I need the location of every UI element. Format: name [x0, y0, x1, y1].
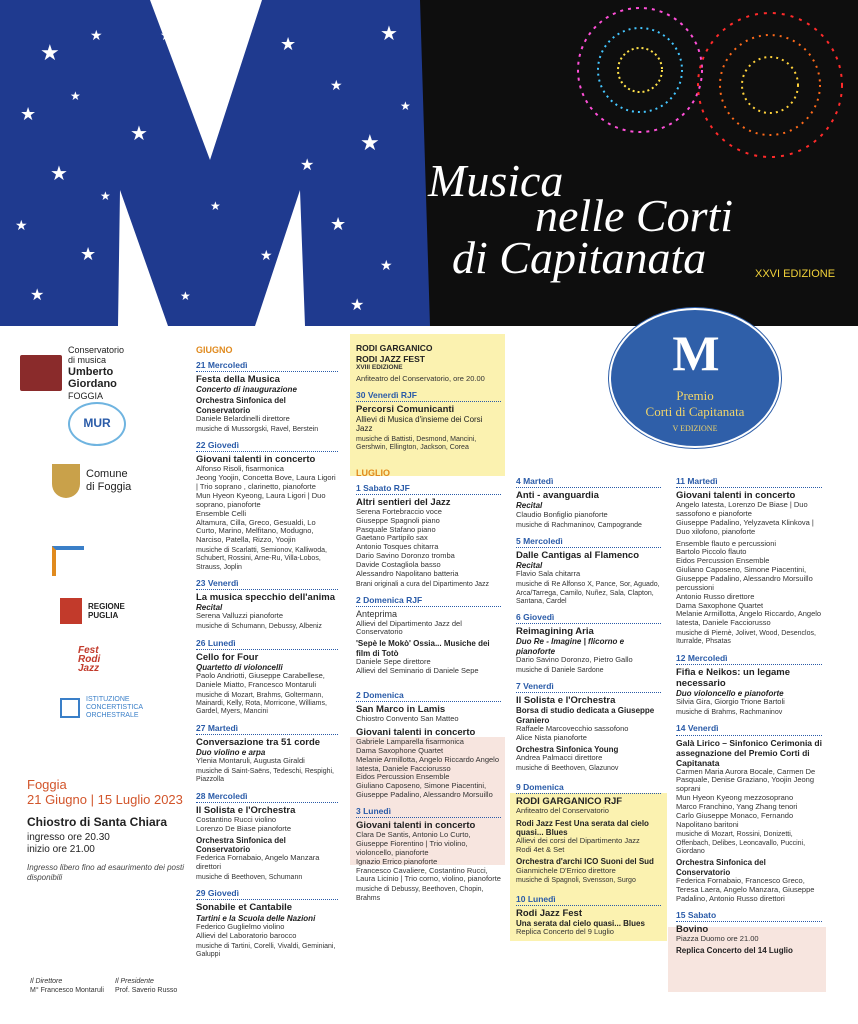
free-entry-note: Ingresso libero fino ad esaurimento dei posti disponibili: [27, 863, 184, 882]
event-item: 4 Martedì Anti - avanguardia Recital Claudio Bonfiglio pianoforte musiche di Rachmaninov, Campogrande: [516, 476, 661, 530]
event-item: 5 Mercoledì Dalle Cantigas al Flamenco Recital Flavio Sala chitarra musiche di Re Alfonso X, Pance, Sor, Aguado, Arca/Tarrega, Camilo, Nuñez, Sala, Clapton, Santana, Cardel: [516, 535, 660, 605]
svg-text:★: ★: [50, 163, 68, 185]
event-item: 27 Martedì Conversazione tra 51 corde Duo violino e arpa Ylenia Montaruli, Augusta Giraldi musiche di Saint-Saëns, Tedeschi, Respighi, Piazzolla: [196, 723, 338, 785]
svg-text:★: ★: [90, 27, 103, 43]
event-item: 2 Domenica RJF Anteprima Allievi del Dipartimento Jazz del Conservatorio 'Sepè le Mokò' Ossia... Musiche dei film di Totò Daniele Sepe direttore Allievi del Seminario di Daniele Sepe: [356, 595, 501, 676]
festival-dates: 21 Giugno | 15 Luglio 2023: [27, 792, 183, 807]
event-item: 11 Martedì Giovani talenti in concerto Angelo Iatesta, Lorenzo De Biase | Duo sassofono e pianoforte Giuseppe Padalino, Yelyzaveta Klinkova | Duo xilofono, pianoforte Ensemble flauto e percussioni Bartolo Piccolo flauto Eidos Percussion Ensemble Giuliano Caposeno, Simone Piacentini, Giuseppe Padalino, Alessandro Morsuillo percussioni Antonio Russo direttore Dama Saxophone Quartet Melanie Armillotta, Angelo Riccardo, Angelo Iatesta, Daniele Facciorusso musiche di Piernè, Jolivet, Wood, Desenclos, Iturralde, Phsatas: [676, 476, 822, 646]
column-july-a: RODI GARGANICO RODI JAZZ FEST XVIII EDIZIONE Anfiteatro del Conservatorio, ore 20.00 30 Venerdì RJF Percorsi Comunicanti Allievi di Musica d'insieme dei Corsi Jazz musiche di Battisti, Desmond, Mancini, Gershwin, Ellington, Jackson, Corea LUGLIO 1 Sabato RJF Altri sentieri del Jazz Serena Fortebraccio voce Giuseppe Spagnoli piano Pasquale Stafano piano Gaetano Partipilo sax Antonio Tosques chitarra Dario Savino Doronzo tromba Davide Costagliola basso Alessandro Napolitano batteria Brani originali a cura del Dipartimento Jazz 2 Domenica RJF Anteprima Allievi del Dipartimento Jazz del Conservatorio 'Sepè le Mokò' Ossia... Musiche dei film di Totò Daniele Sepe direttore Allievi del Seminario di Daniele Sepe 2 Domenica San Marco in Lamis Chiostro Convento San Matteo Giovani talenti in concerto Gabriele Lamparella fisarmonica Dama Saxophone Quartet Melanie Armillotta, Angelo Riccardo Angelo Iatesta, Daniele Facciorusso Eidos Percussion Ensemble Giuliano Caposeno, Simone Piacentini, Giuseppe Padalino, Alessandro Morsuillo 3 Lunedì Giovani talenti in concerto Clara De Santis, Antonio Lo Curto, Giuseppe Fiorentino | Trio violino, violoncello, pianoforte Ignazio Errico pianoforte Francesco Cavaliere, Costantino Rucci, Laura Licinio | Trio corno, violino, pianoforte musiche di Debussy, Beethoven, Chopin, Brahms: [356, 343, 501, 902]
event-item: 14 Venerdì Galà Lirico – Sinfonico Cerimonia di assegnazione del Premio Corti di Capitanata Carmen Maria Aurora Bocale, Carmen De Pasquale, Denise Graziano, Yoojin Jeong soprani Mun Hyeon Kyeong mezzosoprano Marco Franchino, Yang Zhang tenori Carlo Giuseppe Monaco, Fernando Napolitano baritoni musiche di Mozart, Rossini, Donizetti, Offenbach, Delibes, Leoncavallo, Puccini, Giordano Orchestra Sinfonica del Conservatorio Federica Fornabaio, Francesco Greco, Teresa Laera, Angelo Manzara, Giuseppe Padalino, Antonio Russo direttori: [676, 723, 822, 903]
badge-line-3: V EDIZIONE: [672, 424, 718, 433]
svg-text:★: ★: [160, 27, 173, 43]
svg-text:★: ★: [80, 244, 97, 264]
badge-line-2: Corti di Capitanata: [645, 404, 745, 419]
event-item: 21 Mercoledì Festa della Musica Concerto di inaugurazione Orchestra Sinfonica del Conservatorio Daniele Belardinelli direttore musiche di Mussorgski, Ravel, Berstein: [196, 360, 338, 435]
svg-text:★: ★: [40, 40, 60, 65]
svg-text:★: ★: [130, 123, 148, 145]
svg-text:★: ★: [30, 287, 45, 304]
edition-label: XXVI EDIZIONE: [755, 268, 836, 280]
svg-text:★: ★: [260, 247, 273, 263]
title-line-3: di Capitanata: [452, 232, 707, 283]
hours-entry: ingresso ore 20.30: [27, 832, 110, 843]
svg-text:★: ★: [350, 297, 365, 314]
event-item: 28 Mercoledì Il Solista e l'Orchestra Costantino Rucci violino Lorenzo De Biase pianoforte Orchestra Sinfonica del Conservatorio Federica Fornabaio, Angelo Manzara direttori musiche di Beethoven, Schumann: [196, 791, 338, 883]
title-line-1: Musica: [428, 155, 564, 206]
afam-icon: [52, 546, 84, 576]
column-june: [196, 345, 338, 965]
event-item: 2 Domenica San Marco in Lamis Chiostro Convento San Matteo Giovani talenti in concerto Gabriele Lamparella fisarmonica Dama Saxophone Quartet Melanie Armillotta, Angelo Riccardo Angelo Iatesta, Daniele Facciorusso Eidos Percussion Ensemble Giuliano Caposeno, Simone Piacentini, Giuseppe Padalino, Alessandro Morsuillo: [356, 689, 499, 800]
mur-logo: MUR: [68, 402, 126, 446]
badge-emblem: M: [672, 325, 718, 381]
title-line-2: nelle Corti: [535, 190, 734, 241]
month-heading: GIUGNO: [196, 345, 233, 355]
event-item: 3 Lunedì Giovani talenti in concerto Clara De Santis, Antonio Lo Curto, Giuseppe Fiorentino | Trio violino, violoncello, pianoforte Ignazio Errico pianoforte Francesco Cavaliere, Costantino Rucci, Laura Licinio | Trio corno, violino, pianoforte musiche di Debussy, Beethoven, Chopin, Brahms: [356, 806, 501, 902]
event-item: 22 Giovedì Giovani talenti in concerto Alfonso Risoli, fisarmonica Jeong Yoojin, Concetta Bove, Laura Ligori | Trio soprano , clarinetto, pianoforte Mun Hyeon Kyeong, Laura Ligori | Duo soprano, pianoforte Ensemble Celli Altamura, Cilla, Greco, Gesualdi, Lo Curto, Marino, Melfitano, Modugno, Narciso, Patella, Rizzo, Yoojin musiche di Scarlatti, Semionov, Kalliwoda, Schubert, Rossini, Arne-Ru, Villa-Lobos, Strauss, Joplin: [196, 440, 338, 572]
regione-icon: [60, 598, 82, 624]
svg-text:★: ★: [400, 99, 411, 113]
president-signature: Il Presidente Prof. Saverio Russo: [115, 978, 178, 995]
ics-icon: [60, 698, 80, 718]
hours-start: inizio ore 21.00: [27, 844, 95, 855]
badge-line-1: Premio: [676, 388, 714, 403]
premio-badge: [609, 308, 781, 448]
regione-logo: REGIONE PUGLIA: [60, 598, 125, 624]
event-item: 6 Giovedì Reimagining Aria Duo Re - Imagine | flicorno e pianoforte Dario Savino Doronzo, Pietro Gallo musiche di Daniele Sardone: [516, 612, 661, 675]
svg-text:★: ★: [280, 34, 297, 54]
svg-text:★: ★: [330, 214, 347, 234]
event-item: 7 Venerdì Il Solista e l'Orchestra Borsa di studio dedicata a Giuseppe Graniero Raffaele Marcovecchio sassofono Alice Nista pianoforte Orchestra Sinfonica Young Andrea Palmacci direttore musiche di Beethoven, Glazunov: [516, 681, 661, 773]
svg-text:★: ★: [210, 199, 221, 213]
rodi-jazz-fest-logo: Fest Rodi Jazz: [78, 645, 101, 674]
event-item: 30 Venerdì RJF Percorsi Comunicanti Allievi di Musica d'insieme dei Corsi Jazz musiche di Battisti, Desmond, Mancini, Gershwin, Ellington, Jackson, Corea: [356, 390, 501, 453]
svg-text:★: ★: [380, 257, 393, 273]
svg-text:★: ★: [15, 217, 28, 233]
svg-text:★: ★: [380, 23, 398, 45]
conservatorio-icon: [20, 355, 62, 391]
venue: Chiostro di Santa Chiara: [27, 815, 168, 829]
month-heading: LUGLIO: [356, 468, 390, 479]
svg-text:★: ★: [100, 189, 111, 203]
conservatorio-logo: Conservatorio di musica Umberto Giordano FOGGIA: [20, 345, 124, 401]
event-item: 1 Sabato RJF Altri sentieri del Jazz Serena Fortebraccio voce Giuseppe Spagnoli piano Pasquale Stafano piano Gaetano Partipilo sax Antonio Tosques chitarra Dario Savino Doronzo tromba Davide Costagliola basso Alessandro Napolitano batteria Brani originali a cura del Dipartimento Jazz: [356, 483, 501, 589]
svg-text:★: ★: [330, 77, 343, 93]
column-july-c: [676, 476, 822, 961]
column-july-b: [516, 476, 661, 943]
ico-suoni-del-sud-logo: ISTITUZIONE CONCERTISTICA ORCHESTRALE: [60, 696, 143, 720]
event-item: 26 Lunedì Cello for Four Quartetto di violoncelli Paolo Andriotti, Giuseppe Carabellese, Daniele Miatto, Francesco Montaruli musiche di Mozart, Brahms, Goltermann, Mainardi, Kelly, Rota, Morricone, Williams, Gardel, Myers, Mancini: [196, 638, 338, 717]
svg-text:★: ★: [20, 104, 37, 124]
svg-text:★: ★: [70, 89, 81, 103]
svg-text:★: ★: [190, 97, 205, 114]
hero-banner: [0, 0, 858, 326]
coat-of-arms-icon: [52, 464, 80, 498]
city: Foggia: [27, 777, 67, 792]
event-item: 12 Mercoledì Fifìa e Neikos: un legame necessario Duo violoncello e pianoforte Silvia Gira, Giorgio Trione Bartoli musiche di Brahms, Rachmaninov: [676, 653, 822, 718]
comune-logo: Comune di Foggia: [52, 464, 131, 498]
director-signature: Il Direttore M° Francesco Montaruli: [30, 978, 104, 995]
event-item: 23 Venerdì La musica specchio dell'anima Recital Serena Valluzzi pianoforte musiche di Schumann, Debussy, Albeniz: [196, 578, 338, 632]
event-item: 9 Domenica RODI GARGANICO RJF Anfiteatro del Conservatorio Rodi Jazz Fest Una serata dal cielo quasi... Blues Allievi dei corsi del Dipartimento Jazz Rodi 4et & Set Orchestra d'archi ICO Suoni del Sud Gianmichele D'Errico direttore musiche di Spagnoli, Svensson, Surgo: [516, 782, 661, 886]
event-info: [27, 777, 187, 882]
svg-text:★: ★: [360, 130, 380, 155]
event-item: 29 Giovedì Sonabile et Cantabile Tartini e la Scuola delle Nazioni Federico Guglielmo violino Allievi del Laboratorio barocco musiche di Tartini, Corelli, Vivaldi, Geminiani, Galuppi: [196, 888, 338, 959]
event-item: 15 Sabato Bovino Piazza Duomo ore 21.00 Replica Concerto del 14 Luglio: [676, 910, 822, 956]
svg-text:★: ★: [180, 289, 191, 303]
event-item: 10 Lunedì Rodi Jazz Fest Una serata dal cielo quasi... Blues Replica Concerto del 9 Luglio: [516, 894, 661, 938]
afam-logo: [52, 546, 84, 576]
svg-text:★: ★: [300, 157, 315, 174]
